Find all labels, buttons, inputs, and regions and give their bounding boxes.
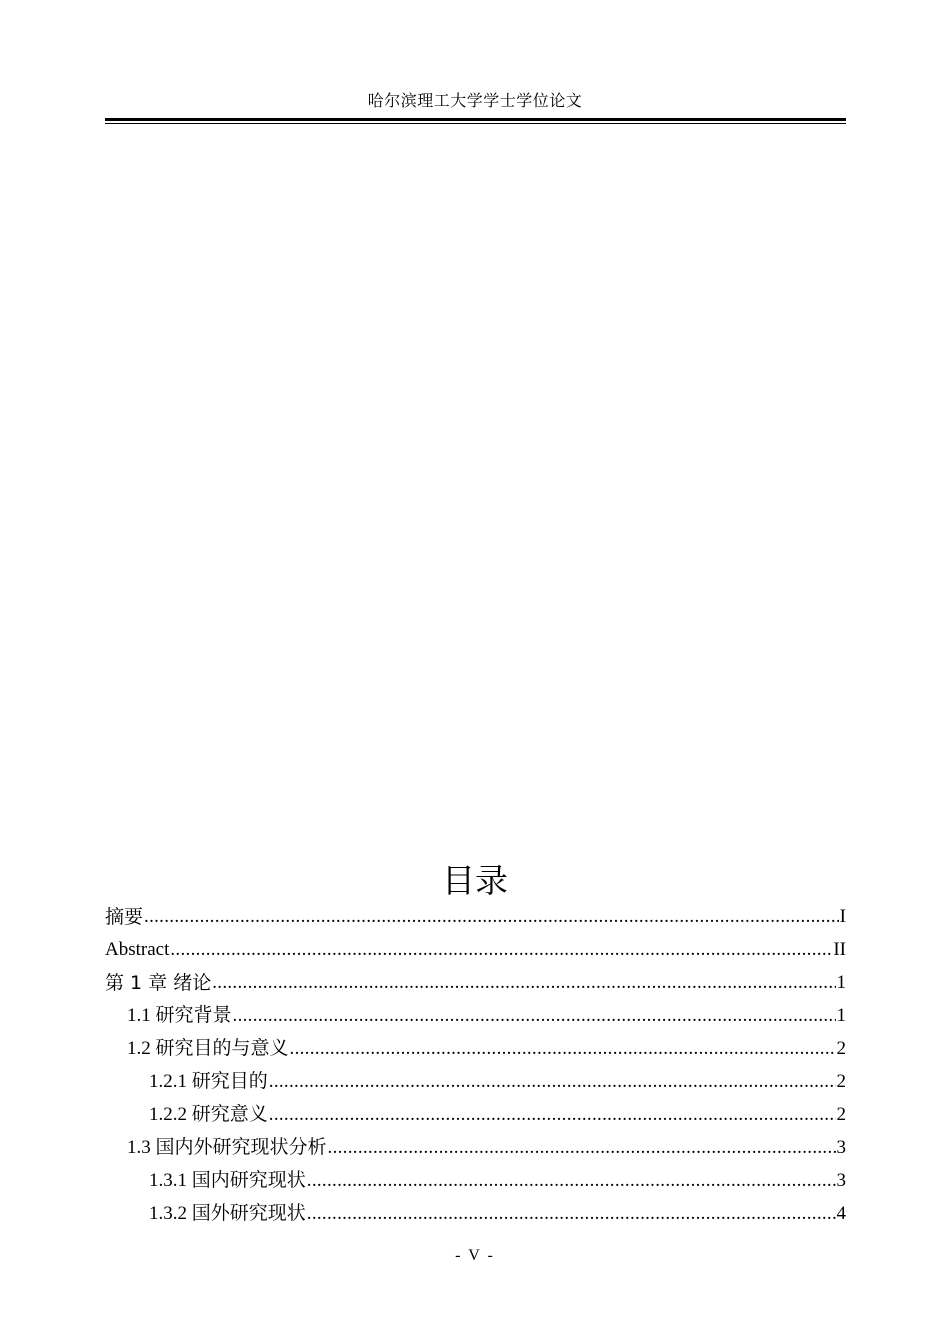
toc-dot-leader <box>307 1202 836 1226</box>
toc-dot-leader <box>233 1004 836 1028</box>
toc-entry-label: 1.1 研究背景 <box>127 1004 232 1026</box>
toc-entry-1-1[interactable] <box>105 999 846 1032</box>
toc-entry-abstract-en[interactable] <box>105 933 846 966</box>
toc-dot-leader <box>170 938 832 962</box>
toc-dot-leader <box>269 1070 836 1094</box>
toc-entry-label: 1.3.1 国内研究现状 <box>149 1169 306 1191</box>
toc-entry-label: Abstract <box>105 938 170 960</box>
toc-entry-label: 1.2 研究目的与意义 <box>127 1037 289 1059</box>
header-title: 哈尔滨理工大学学士学位论文 <box>367 93 583 110</box>
toc-entry-page: 2 <box>836 1103 846 1125</box>
toc-entry-label: 1.2.1 研究目的 <box>149 1070 268 1092</box>
toc-dot-leader <box>269 1103 836 1127</box>
toc-dot-leader <box>212 971 835 995</box>
toc-entry-1-3-2[interactable] <box>105 1197 846 1230</box>
toc-entry-abstract-cn[interactable] <box>105 900 846 933</box>
header-rule-thin <box>105 123 846 124</box>
toc-entry-page: I <box>839 905 846 927</box>
toc-dot-leader <box>307 1169 836 1193</box>
toc-entry-label: 1.2.2 研究意义 <box>149 1103 268 1125</box>
toc-entry-page: 2 <box>836 1070 846 1092</box>
toc-entry-label: 第 1 章 绪论 <box>105 971 212 994</box>
toc-entry-page: 3 <box>836 1169 846 1191</box>
table-of-contents <box>105 900 846 1230</box>
toc-entry-1-2-1[interactable] <box>105 1065 846 1098</box>
toc-entry-chapter-1[interactable] <box>105 966 846 999</box>
toc-entry-page: 2 <box>836 1037 846 1059</box>
toc-entry-page: 1 <box>836 971 846 993</box>
toc-entry-1-3[interactable] <box>105 1131 846 1164</box>
toc-title: 目录 <box>442 861 508 900</box>
toc-entry-page: 3 <box>836 1136 846 1158</box>
toc-entry-label: 1.3 国内外研究现状分析 <box>127 1136 327 1158</box>
toc-dot-leader <box>290 1037 836 1061</box>
toc-entry-page: II <box>833 938 846 960</box>
toc-dot-leader <box>328 1136 836 1160</box>
toc-entry-page: 1 <box>836 1004 846 1026</box>
toc-dot-leader <box>144 905 839 929</box>
toc-entry-page: 4 <box>836 1202 846 1224</box>
toc-entry-1-2[interactable] <box>105 1032 846 1065</box>
toc-entry-label: 摘要 <box>105 905 144 928</box>
toc-entry-1-3-1[interactable] <box>105 1164 846 1197</box>
header-rule-thick <box>105 118 846 121</box>
toc-entry-1-2-2[interactable] <box>105 1098 846 1131</box>
page-number: - V - <box>455 1247 495 1264</box>
toc-entry-label: 1.3.2 国外研究现状 <box>149 1202 306 1224</box>
